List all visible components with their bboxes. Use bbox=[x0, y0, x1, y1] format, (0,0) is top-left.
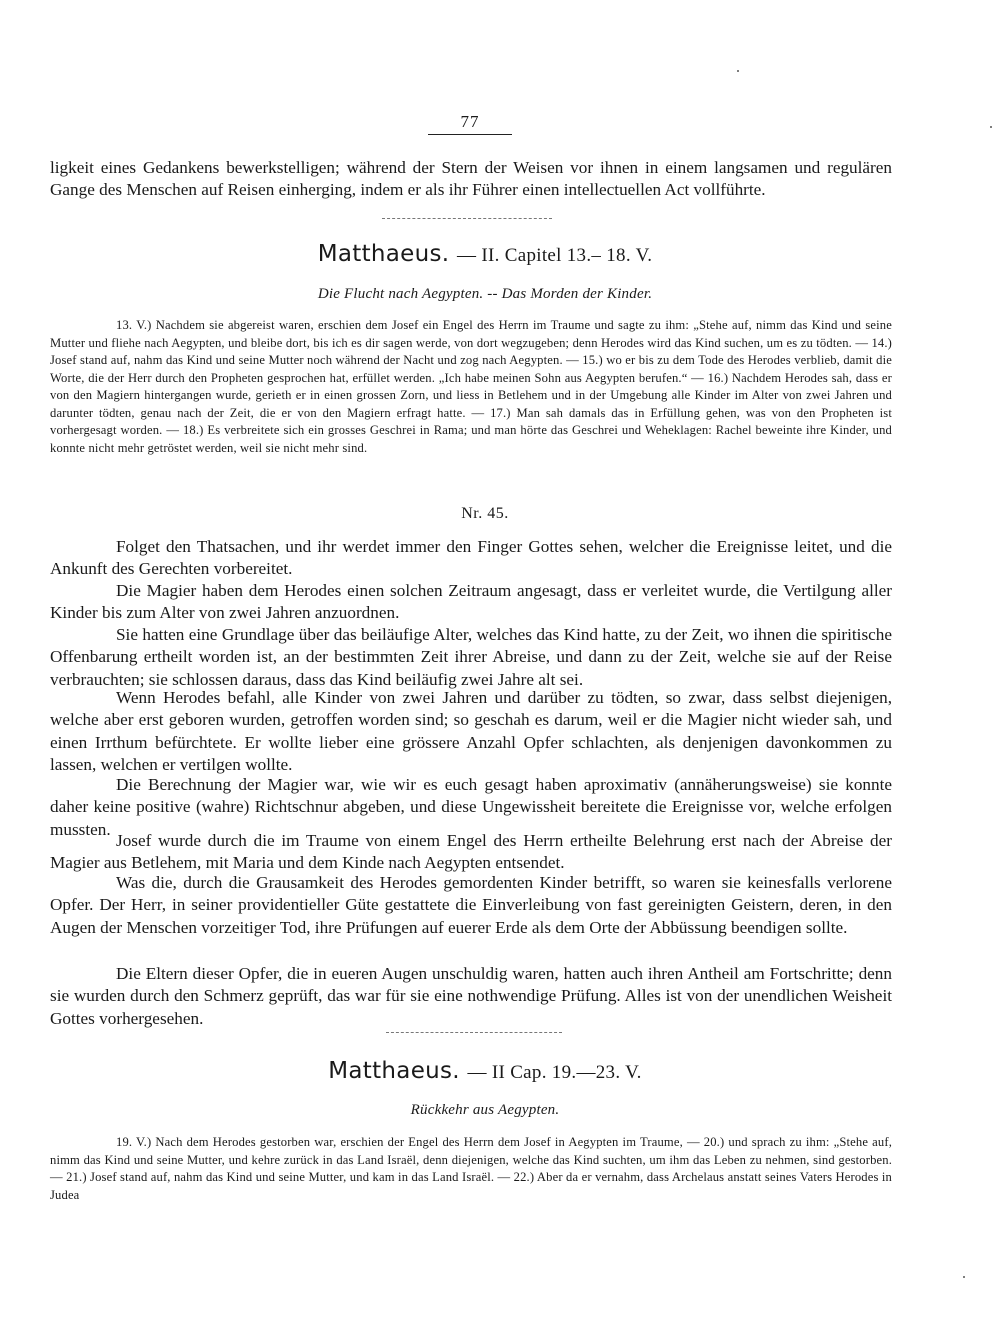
commentary-paragraph: Was die, durch die Grausamkeit des Herodes gemordenten Kinder betrifft, so waren sie keinesfalls verlorene Opfer. Der Herr, in seiner providentieller Güte gestattete die Einverleibung von fast gereinigten Geistern, deren, in den Augen der Menschen vorzeitiger Tod, ihre Prüfungen auf euerer Erde als dem Orte der Abbüssung beendigen sollte. bbox=[50, 873, 892, 937]
page-number-rule bbox=[428, 134, 512, 135]
section-subtitle: Rückkehr aus Aegypten. bbox=[410, 1102, 560, 1118]
section-subtitle: Die Flucht nach Aegypten. -- Das Morden der Kinder. bbox=[317, 286, 653, 302]
page-number: 77 bbox=[460, 112, 480, 131]
scan-speck bbox=[737, 70, 739, 72]
scripture-verses: 13. V.) Nachdem sie abgereist waren, erschien dem Josef ein Engel des Herrn im Traume und sagte zu ihm: „Stehe auf, nimm das Kind und seine Mutter und fliehe nach Aegypten, und bleibe dort, bis ich es dir sagen werde, von dort wegzugeben; denn Herodes wird das Kind suchen, um es zu tödten. — 14.) Josef stand auf, nahm das Kind und seine Mutter noch während der Nacht und zog nach Aegypten. — 15.) wo er bis zu dem Tode des Herodes verblieb, damit die Worte, die der Herr durch den Propheten gesprochen hat, erfüllet werden. „Ich habe meinen Sohn aus Aegypten berufen.“ — 16.) Nachdem Herodes sah, dass er von den Magiern hintergangen wurde, gerieth er in einen grossen Zorn, und liess in Betlehem und in der Umgebung alle Kinder im Alter von zwei Jahren und darunter tödten, genau nach der Zeit, die er von den Magiern erfragt hatte. — 17.) Man sah damals das in Erfüllung gehen, was von den Propheten ist vorhergesagt worden. — 18.) Es verbreitete sich ein grosses Geschrei in Rama; und man hörte das Geschrei und Weheklagen: Rachel beweinte ihre Kinder, und konnte nicht mehr getröstet werden, weil sie nicht mehr sind. bbox=[50, 318, 892, 455]
section-heading bbox=[0, 241, 970, 267]
scan-speck bbox=[963, 1276, 965, 1278]
scan-speck bbox=[990, 126, 992, 128]
scripture-verses: 19. V.) Nach dem Herodes gestorben war, erschien der Engel des Herrn dem Josef in Aegypten im Traume, — 20.) und sprach zu ihm: „Stehe auf, nimm das Kind und seine Mutter, und kehre zurück in das Land Israël, denn diejenigen, welche das Kind suchten, um ihm das Leben zu nehmen, sind gestorben. — 21.) Josef stand auf, nahm das Kind und seine Mutter, und kam in das Land Israël. — 22.) Aber da er vernahm, dass Archelaus anstatt seines Vaters Herodes in Judea bbox=[50, 1135, 892, 1202]
commentary-paragraph: Folget den Thatsachen, und ihr werdet immer den Finger Gottes sehen, welcher die Ereignisse leitet, und die Ankunft des Gerechten vorbereitet. bbox=[50, 537, 892, 579]
commentary-paragraph: Die Berechnung der Magier war, wie wir es euch gesagt haben aproximativ (annäherungsweise) sie konnte daher keine positive (wahre) Richtschnur abgeben, und diese Ungewissheit bereitete die Ereignisse vor, welche erfolgen mussten. bbox=[50, 775, 892, 839]
heading-book: Matthaeus. bbox=[317, 241, 450, 267]
commentary-number: Nr. 45. bbox=[461, 505, 509, 522]
heading-chapter: — II Cap. 19.—23. V. bbox=[467, 1062, 642, 1083]
section-divider bbox=[382, 218, 552, 219]
section-heading bbox=[0, 1058, 970, 1084]
commentary-paragraph: Josef wurde durch die im Traume von einem Engel des Herrn ertheilte Belehrung erst nach der Abreise der Magier aus Betlehem, mit Maria und dem Kinde nach Aegypten entsendet. bbox=[50, 831, 892, 873]
heading-chapter: — II. Capitel 13.– 18. V. bbox=[457, 245, 653, 266]
heading-book: Matthaeus. bbox=[328, 1058, 460, 1084]
commentary-paragraph: Die Eltern dieser Opfer, die in eueren Augen unschuldig waren, hatten auch ihren Antheil am Fortschritte; denn sie wurden durch den Schmerz geprüft, das war für sie eine nothwendige Prüfung. Alles ist von der unendlichen Weisheit Gottes vorhergesehen. bbox=[50, 964, 892, 1028]
commentary-paragraph: Sie hatten eine Grundlage über das beiläufige Alter, welches das Kind hatte, zu der Zeit, wo ihnen die spiritische Offenbarung ertheilt worden ist, an der bestimmten Zeit ihrer Abreise, und dann zu der Zeit, welche sie auf der Reise verbrauchten; sie schlossen daraus, dass das Kind beiläufig zwei Jahre alt sei. bbox=[50, 625, 892, 689]
commentary-paragraph: Wenn Herodes befahl, alle Kinder von zwei Jahren und darüber zu tödten, so zwar, dass selbst diejenigen, welche aber erst geboren wurden, getroffen worden sind; so geschah es darum, weil er die Magier nicht wieder sah, und einen Irrthum befürchtete. Er wollte lieber eine grössere Anzahl Opfer schlachten, als denjenigen davonkommen zu lassen, welchen er vertilgen wollte. bbox=[50, 688, 892, 774]
intro-paragraph: ligkeit eines Gedankens bewerkstelligen; während der Stern der Weisen vor ihnen in einem langsamen und regulären Gange des Menschen auf Reisen einherging, indem er als ihr Führer einen intellectuellen Act vollführte. bbox=[50, 158, 892, 200]
commentary-paragraph: Die Magier haben dem Herodes einen solchen Zeitraum angesagt, dass er verleitet wurde, die Vertilgung aller Kinder bis zum Alter von zwei Jahren anzuordnen. bbox=[50, 581, 892, 623]
section-divider bbox=[386, 1032, 562, 1033]
